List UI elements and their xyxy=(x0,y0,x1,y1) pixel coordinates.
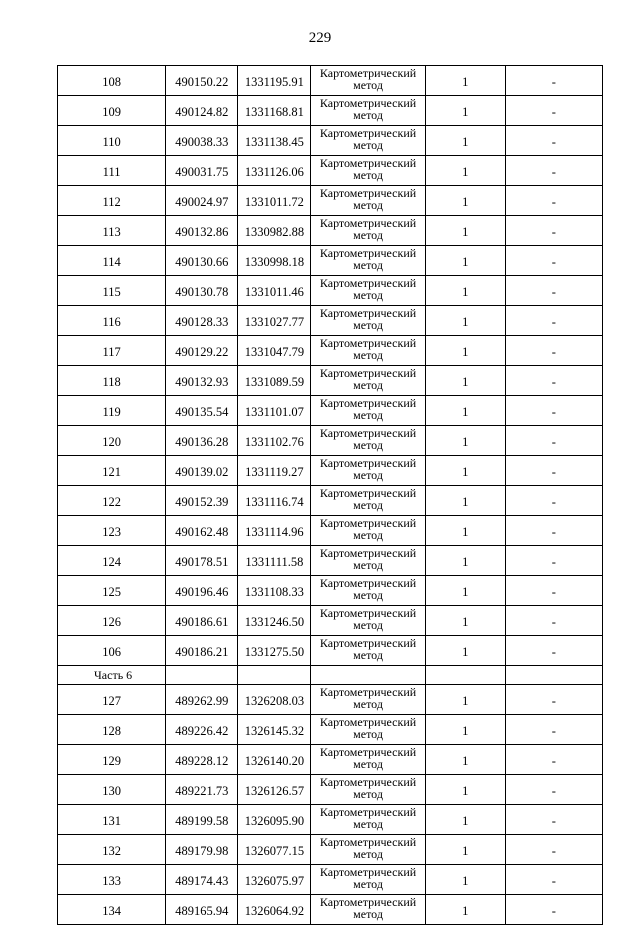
x-coordinate-cell: 490132.93 xyxy=(166,366,238,396)
table-row xyxy=(58,865,603,895)
point-cell: 112 xyxy=(58,186,166,216)
point-cell: 130 xyxy=(58,775,166,805)
table-row xyxy=(58,66,603,96)
y-coordinate-cell: 1331108.33 xyxy=(238,576,311,606)
y-coordinate-cell: 1326075.97 xyxy=(238,865,311,895)
method-cell: Картометрический метод xyxy=(311,745,425,775)
y-coordinate-cell: 1326126.57 xyxy=(238,775,311,805)
method-cell: Картометрический метод xyxy=(311,805,425,835)
table-row xyxy=(58,216,603,246)
method-cell: Картометрический метод xyxy=(311,306,425,336)
description-cell: - xyxy=(505,745,602,775)
accuracy-cell: 1 xyxy=(425,336,505,366)
x-coordinate-cell: 490130.78 xyxy=(166,276,238,306)
point-cell: 122 xyxy=(58,486,166,516)
table-row xyxy=(58,715,603,745)
table-row xyxy=(58,685,603,715)
method-cell: Картометрический метод xyxy=(311,336,425,366)
accuracy-cell: 1 xyxy=(425,216,505,246)
y-coordinate-cell: 1331195.91 xyxy=(238,66,311,96)
table-row xyxy=(58,606,603,636)
table-body-before-section xyxy=(58,66,603,666)
y-coordinate-cell: 1331168.81 xyxy=(238,96,311,126)
method-cell: Картометрический метод xyxy=(311,576,425,606)
x-coordinate-cell: 490186.21 xyxy=(166,636,238,666)
method-cell: Картометрический метод xyxy=(311,835,425,865)
table-row xyxy=(58,186,603,216)
description-cell: - xyxy=(505,396,602,426)
point-cell: 118 xyxy=(58,366,166,396)
method-cell: Картометрический метод xyxy=(311,396,425,426)
point-cell: 128 xyxy=(58,715,166,745)
y-coordinate-cell: 1331011.46 xyxy=(238,276,311,306)
point-cell: 106 xyxy=(58,636,166,666)
accuracy-cell: 1 xyxy=(425,396,505,426)
y-coordinate-cell: 1331011.72 xyxy=(238,186,311,216)
description-cell: - xyxy=(505,456,602,486)
method-cell: Картометрический метод xyxy=(311,516,425,546)
point-cell: 108 xyxy=(58,66,166,96)
table-row xyxy=(58,276,603,306)
table-row xyxy=(58,426,603,456)
description-cell: - xyxy=(505,715,602,745)
accuracy-cell: 1 xyxy=(425,745,505,775)
point-cell: 113 xyxy=(58,216,166,246)
table-body-after-section xyxy=(58,685,603,925)
table-row xyxy=(58,366,603,396)
y-coordinate-cell: 1331111.58 xyxy=(238,546,311,576)
section-label: Часть 6 xyxy=(58,666,166,685)
table-row xyxy=(58,576,603,606)
x-coordinate-cell: 490132.86 xyxy=(166,216,238,246)
y-coordinate-cell: 1330982.88 xyxy=(238,216,311,246)
point-cell: 110 xyxy=(58,126,166,156)
y-coordinate-cell: 1326064.92 xyxy=(238,895,311,925)
method-cell: Картометрический метод xyxy=(311,276,425,306)
point-cell: 123 xyxy=(58,516,166,546)
method-cell: Картометрический метод xyxy=(311,606,425,636)
x-coordinate-cell: 490150.22 xyxy=(166,66,238,96)
table-row xyxy=(58,156,603,186)
y-coordinate-cell: 1326077.15 xyxy=(238,835,311,865)
point-cell: 121 xyxy=(58,456,166,486)
description-cell: - xyxy=(505,66,602,96)
point-cell: 131 xyxy=(58,805,166,835)
accuracy-cell: 1 xyxy=(425,156,505,186)
accuracy-cell: 1 xyxy=(425,835,505,865)
accuracy-cell: 1 xyxy=(425,636,505,666)
accuracy-cell: 1 xyxy=(425,246,505,276)
point-cell: 119 xyxy=(58,396,166,426)
table-row xyxy=(58,636,603,666)
point-cell: 116 xyxy=(58,306,166,336)
y-coordinate-cell: 1331114.96 xyxy=(238,516,311,546)
description-cell: - xyxy=(505,96,602,126)
table-row xyxy=(58,805,603,835)
section-empty-cell xyxy=(505,666,602,685)
y-coordinate-cell: 1331275.50 xyxy=(238,636,311,666)
x-coordinate-cell: 489199.58 xyxy=(166,805,238,835)
section-empty-cell xyxy=(166,666,238,685)
accuracy-cell: 1 xyxy=(425,546,505,576)
x-coordinate-cell: 490031.75 xyxy=(166,156,238,186)
x-coordinate-cell: 489226.42 xyxy=(166,715,238,745)
accuracy-cell: 1 xyxy=(425,775,505,805)
method-cell: Картометрический метод xyxy=(311,775,425,805)
y-coordinate-cell: 1326208.03 xyxy=(238,685,311,715)
table-row xyxy=(58,775,603,805)
accuracy-cell: 1 xyxy=(425,805,505,835)
description-cell: - xyxy=(505,636,602,666)
y-coordinate-cell: 1331027.77 xyxy=(238,306,311,336)
section-empty-cell xyxy=(238,666,311,685)
accuracy-cell: 1 xyxy=(425,606,505,636)
y-coordinate-cell: 1331119.27 xyxy=(238,456,311,486)
y-coordinate-cell: 1331101.07 xyxy=(238,396,311,426)
x-coordinate-cell: 490128.33 xyxy=(166,306,238,336)
y-coordinate-cell: 1331246.50 xyxy=(238,606,311,636)
accuracy-cell: 1 xyxy=(425,126,505,156)
x-coordinate-cell: 489228.12 xyxy=(166,745,238,775)
section-empty-cell xyxy=(425,666,505,685)
table-row xyxy=(58,246,603,276)
method-cell: Картометрический метод xyxy=(311,546,425,576)
method-cell: Картометрический метод xyxy=(311,96,425,126)
method-cell: Картометрический метод xyxy=(311,246,425,276)
method-cell: Картометрический метод xyxy=(311,426,425,456)
x-coordinate-cell: 490178.51 xyxy=(166,546,238,576)
table-row xyxy=(58,745,603,775)
x-coordinate-cell: 490136.28 xyxy=(166,426,238,456)
accuracy-cell: 1 xyxy=(425,306,505,336)
description-cell: - xyxy=(505,276,602,306)
description-cell: - xyxy=(505,486,602,516)
x-coordinate-cell: 489221.73 xyxy=(166,775,238,805)
point-cell: 134 xyxy=(58,895,166,925)
method-cell: Картометрический метод xyxy=(311,216,425,246)
point-cell: 109 xyxy=(58,96,166,126)
x-coordinate-cell: 490152.39 xyxy=(166,486,238,516)
description-cell: - xyxy=(505,546,602,576)
x-coordinate-cell: 489174.43 xyxy=(166,865,238,895)
description-cell: - xyxy=(505,895,602,925)
method-cell: Картометрический метод xyxy=(311,186,425,216)
x-coordinate-cell: 490130.66 xyxy=(166,246,238,276)
point-cell: 120 xyxy=(58,426,166,456)
description-cell: - xyxy=(505,685,602,715)
accuracy-cell: 1 xyxy=(425,186,505,216)
y-coordinate-cell: 1331126.06 xyxy=(238,156,311,186)
y-coordinate-cell: 1331089.59 xyxy=(238,366,311,396)
table-row xyxy=(58,546,603,576)
table-row xyxy=(58,336,603,366)
y-coordinate-cell: 1331116.74 xyxy=(238,486,311,516)
section-empty-cell xyxy=(311,666,425,685)
method-cell: Картометрический метод xyxy=(311,366,425,396)
x-coordinate-cell: 489179.98 xyxy=(166,835,238,865)
point-cell: 132 xyxy=(58,835,166,865)
accuracy-cell: 1 xyxy=(425,66,505,96)
method-cell: Картометрический метод xyxy=(311,126,425,156)
x-coordinate-cell: 490024.97 xyxy=(166,186,238,216)
description-cell: - xyxy=(505,126,602,156)
description-cell: - xyxy=(505,835,602,865)
description-cell: - xyxy=(505,805,602,835)
section-row xyxy=(58,666,603,685)
table-row xyxy=(58,306,603,336)
accuracy-cell: 1 xyxy=(425,516,505,546)
table-section-header xyxy=(58,666,603,685)
y-coordinate-cell: 1330998.18 xyxy=(238,246,311,276)
method-cell: Картометрический метод xyxy=(311,456,425,486)
accuracy-cell: 1 xyxy=(425,426,505,456)
accuracy-cell: 1 xyxy=(425,685,505,715)
x-coordinate-cell: 490129.22 xyxy=(166,336,238,366)
accuracy-cell: 1 xyxy=(425,576,505,606)
description-cell: - xyxy=(505,366,602,396)
description-cell: - xyxy=(505,606,602,636)
table-row xyxy=(58,835,603,865)
coordinates-table xyxy=(57,65,603,925)
table-row xyxy=(58,126,603,156)
method-cell: Картометрический метод xyxy=(311,685,425,715)
description-cell: - xyxy=(505,156,602,186)
accuracy-cell: 1 xyxy=(425,865,505,895)
accuracy-cell: 1 xyxy=(425,276,505,306)
point-cell: 114 xyxy=(58,246,166,276)
description-cell: - xyxy=(505,865,602,895)
accuracy-cell: 1 xyxy=(425,456,505,486)
accuracy-cell: 1 xyxy=(425,486,505,516)
accuracy-cell: 1 xyxy=(425,366,505,396)
method-cell: Картометрический метод xyxy=(311,715,425,745)
method-cell: Картометрический метод xyxy=(311,865,425,895)
point-cell: 111 xyxy=(58,156,166,186)
y-coordinate-cell: 1331102.76 xyxy=(238,426,311,456)
x-coordinate-cell: 490162.48 xyxy=(166,516,238,546)
x-coordinate-cell: 490038.33 xyxy=(166,126,238,156)
method-cell: Картометрический метод xyxy=(311,895,425,925)
method-cell: Картометрический метод xyxy=(311,66,425,96)
method-cell: Картометрический метод xyxy=(311,156,425,186)
point-cell: 115 xyxy=(58,276,166,306)
description-cell: - xyxy=(505,576,602,606)
description-cell: - xyxy=(505,216,602,246)
description-cell: - xyxy=(505,516,602,546)
point-cell: 127 xyxy=(58,685,166,715)
y-coordinate-cell: 1326095.90 xyxy=(238,805,311,835)
table-row xyxy=(58,96,603,126)
method-cell: Картометрический метод xyxy=(311,636,425,666)
method-cell: Картометрический метод xyxy=(311,486,425,516)
point-cell: 125 xyxy=(58,576,166,606)
y-coordinate-cell: 1331138.45 xyxy=(238,126,311,156)
accuracy-cell: 1 xyxy=(425,715,505,745)
x-coordinate-cell: 490196.46 xyxy=(166,576,238,606)
x-coordinate-cell: 489262.99 xyxy=(166,685,238,715)
table-row xyxy=(58,396,603,426)
description-cell: - xyxy=(505,246,602,276)
x-coordinate-cell: 489165.94 xyxy=(166,895,238,925)
y-coordinate-cell: 1326145.32 xyxy=(238,715,311,745)
page-number: 229 xyxy=(308,30,332,46)
table-row xyxy=(58,456,603,486)
accuracy-cell: 1 xyxy=(425,96,505,126)
description-cell: - xyxy=(505,775,602,805)
x-coordinate-cell: 490139.02 xyxy=(166,456,238,486)
description-cell: - xyxy=(505,336,602,366)
description-cell: - xyxy=(505,426,602,456)
point-cell: 124 xyxy=(58,546,166,576)
description-cell: - xyxy=(505,306,602,336)
x-coordinate-cell: 490124.82 xyxy=(166,96,238,126)
x-coordinate-cell: 490135.54 xyxy=(166,396,238,426)
table-row xyxy=(58,516,603,546)
point-cell: 133 xyxy=(58,865,166,895)
table-row xyxy=(58,486,603,516)
y-coordinate-cell: 1331047.79 xyxy=(238,336,311,366)
x-coordinate-cell: 490186.61 xyxy=(166,606,238,636)
description-cell: - xyxy=(505,186,602,216)
accuracy-cell: 1 xyxy=(425,895,505,925)
point-cell: 126 xyxy=(58,606,166,636)
point-cell: 117 xyxy=(58,336,166,366)
table-row xyxy=(58,895,603,925)
y-coordinate-cell: 1326140.20 xyxy=(238,745,311,775)
point-cell: 129 xyxy=(58,745,166,775)
